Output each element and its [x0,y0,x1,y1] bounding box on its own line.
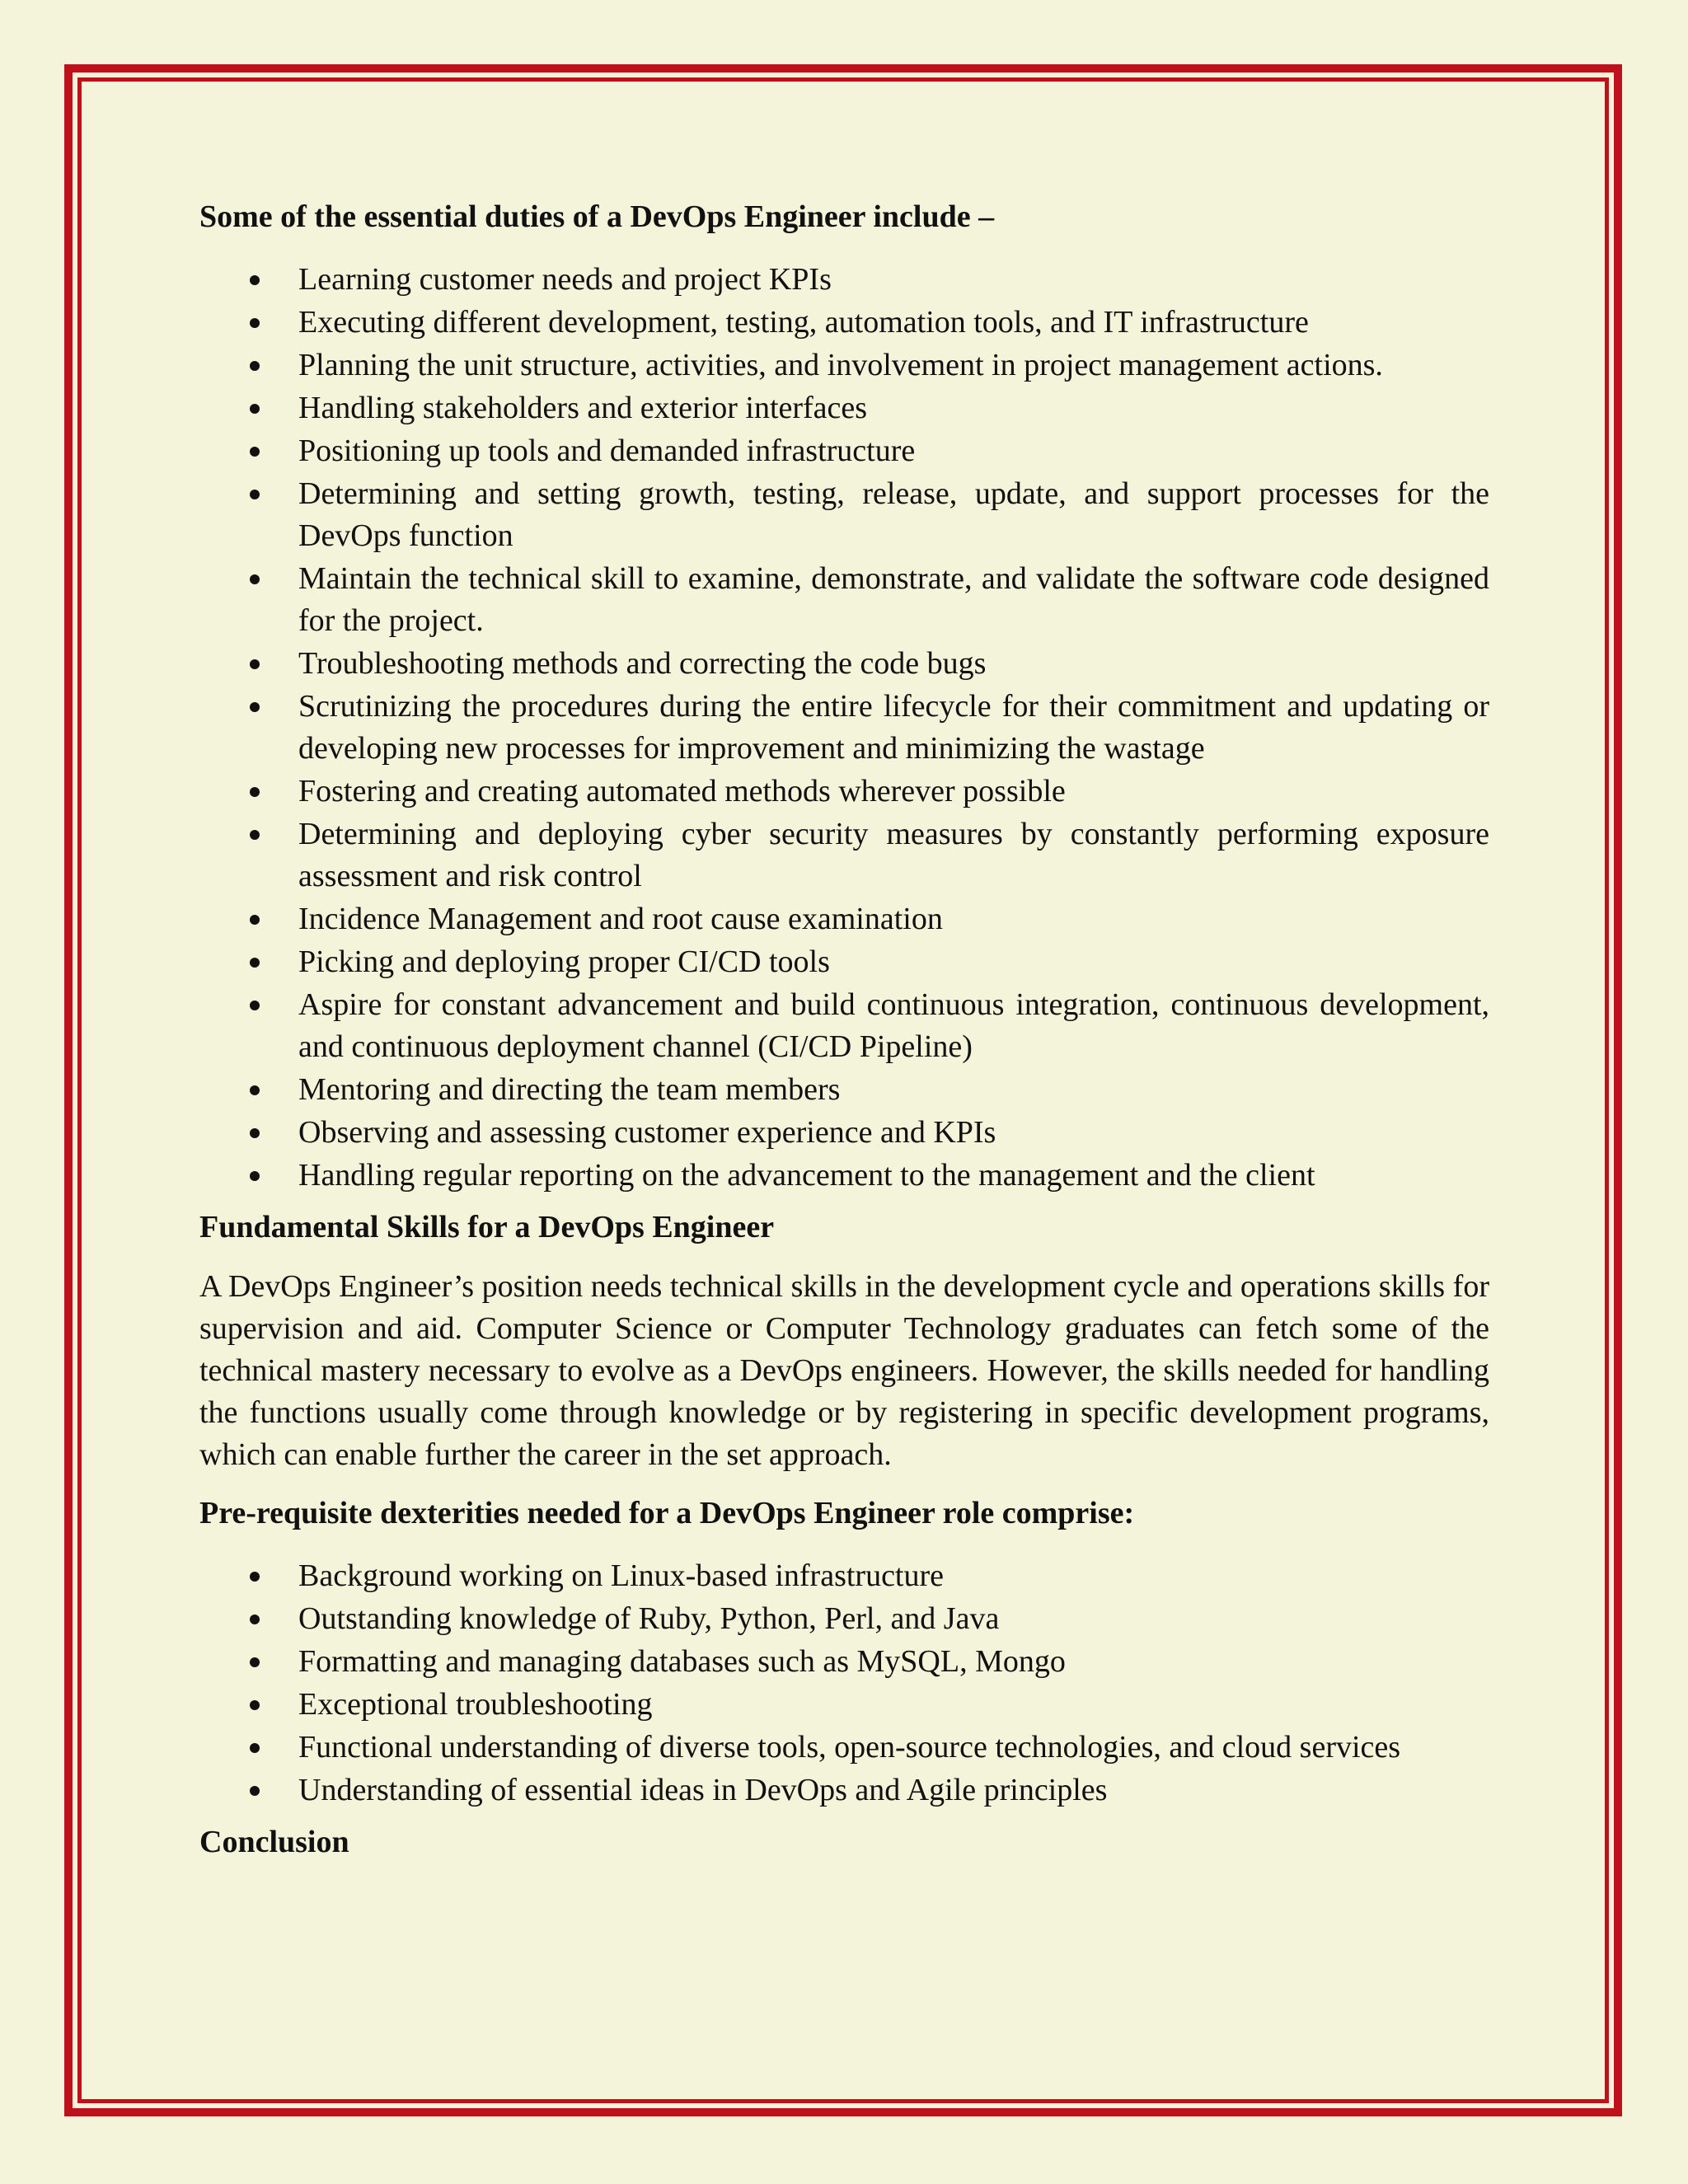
bullet-icon [250,1743,260,1753]
skills-heading: Fundamental Skills for a DevOps Engineer [199,1210,775,1244]
list-item: Scrutinizing the procedures during the entire lifecycle for their commitment and updating or developing new processes for improvement and minimizing the wastage [199,686,1489,770]
list-item: Mentoring and directing the team members [199,1069,1489,1111]
bullet-icon [250,958,260,968]
list-item: Aspire for constant advancement and build continuous integration, continuous development, and continuous deployment channel (CI/CD Pipeline) [199,984,1489,1068]
bullet-icon [250,702,260,712]
list-item: Incidence Management and root cause examination [199,898,1489,940]
list-item: Picking and deploying proper CI/CD tools [199,941,1489,983]
duties-list [199,259,1489,1197]
list-item: Determining and setting growth, testing, release, update, and support processes for the DevOps function [199,473,1489,557]
bullet-icon [250,574,260,584]
bullet-icon [250,1700,260,1710]
bullet-icon [250,1128,260,1138]
document-body [199,196,1489,1863]
prerequisites-heading: Pre-requisite dexterities needed for a DevOps Engineer role comprise: [199,1496,1135,1530]
bullet-icon [250,830,260,840]
list-item: Background working on Linux-based infrastructure [199,1555,1489,1597]
list-item: Determining and deploying cyber security measures by constantly performing exposure assessment and risk control [199,813,1489,898]
list-item: Handling stakeholders and exterior interfaces [199,387,1489,429]
bullet-icon [250,447,260,457]
skills-paragraph: A DevOps Engineer’s position needs technical skills in the development cycle and operations skills for supervision and aid. Computer Science or Computer Technology graduates can fetch some of the technical mastery necessary to evolve as a DevOps engineers. However, the skills needed for handling the functions usually come through knowledge or by registering in specific development programs, which can enable further the career in the set approach. [199,1269,1489,1472]
list-item: Handling regular reporting on the advancement to the management and the client [199,1155,1489,1197]
conclusion-heading: Conclusion [199,1825,349,1859]
bullet-icon [250,1615,260,1624]
bullet-icon [250,490,260,499]
list-item: Exceptional troubleshooting [199,1684,1489,1726]
bullet-icon [250,404,260,414]
bullet-icon [250,1085,260,1095]
bullet-icon [250,659,260,669]
list-item: Formatting and managing databases such as MySQL, Mongo [199,1641,1489,1683]
bullet-icon [250,915,260,925]
list-item: Observing and assessing customer experience and KPIs [199,1112,1489,1154]
list-item: Learning customer needs and project KPIs [199,259,1489,301]
bullet-icon [250,1786,260,1796]
bullet-icon [250,318,260,328]
list-item: Maintain the technical skill to examine, demonstrate, and validate the software code designed for the project. [199,558,1489,642]
list-item: Planning the unit structure, activities, and involvement in project management actions. [199,344,1489,387]
bullet-icon [250,361,260,371]
list-item: Fostering and creating automated methods wherever possible [199,771,1489,813]
bullet-icon [250,1171,260,1181]
bullet-icon [250,1657,260,1667]
list-item: Executing different development, testing, automation tools, and IT infrastructure [199,302,1489,344]
bullet-icon [250,275,260,285]
duties-heading: Some of the essential duties of a DevOps Engineer include – [199,199,995,234]
list-item: Understanding of essential ideas in DevOps and Agile principles [199,1769,1489,1811]
list-item: Outstanding knowledge of Ruby, Python, Perl, and Java [199,1598,1489,1640]
list-item: Functional understanding of diverse tools, open-source technologies, and cloud services [199,1727,1489,1769]
bullet-icon [250,787,260,797]
bullet-icon [250,1572,260,1582]
list-item: Troubleshooting methods and correcting the code bugs [199,643,1489,685]
prerequisites-list [199,1555,1489,1811]
bullet-icon [250,1001,260,1010]
list-item: Positioning up tools and demanded infrastructure [199,430,1489,472]
